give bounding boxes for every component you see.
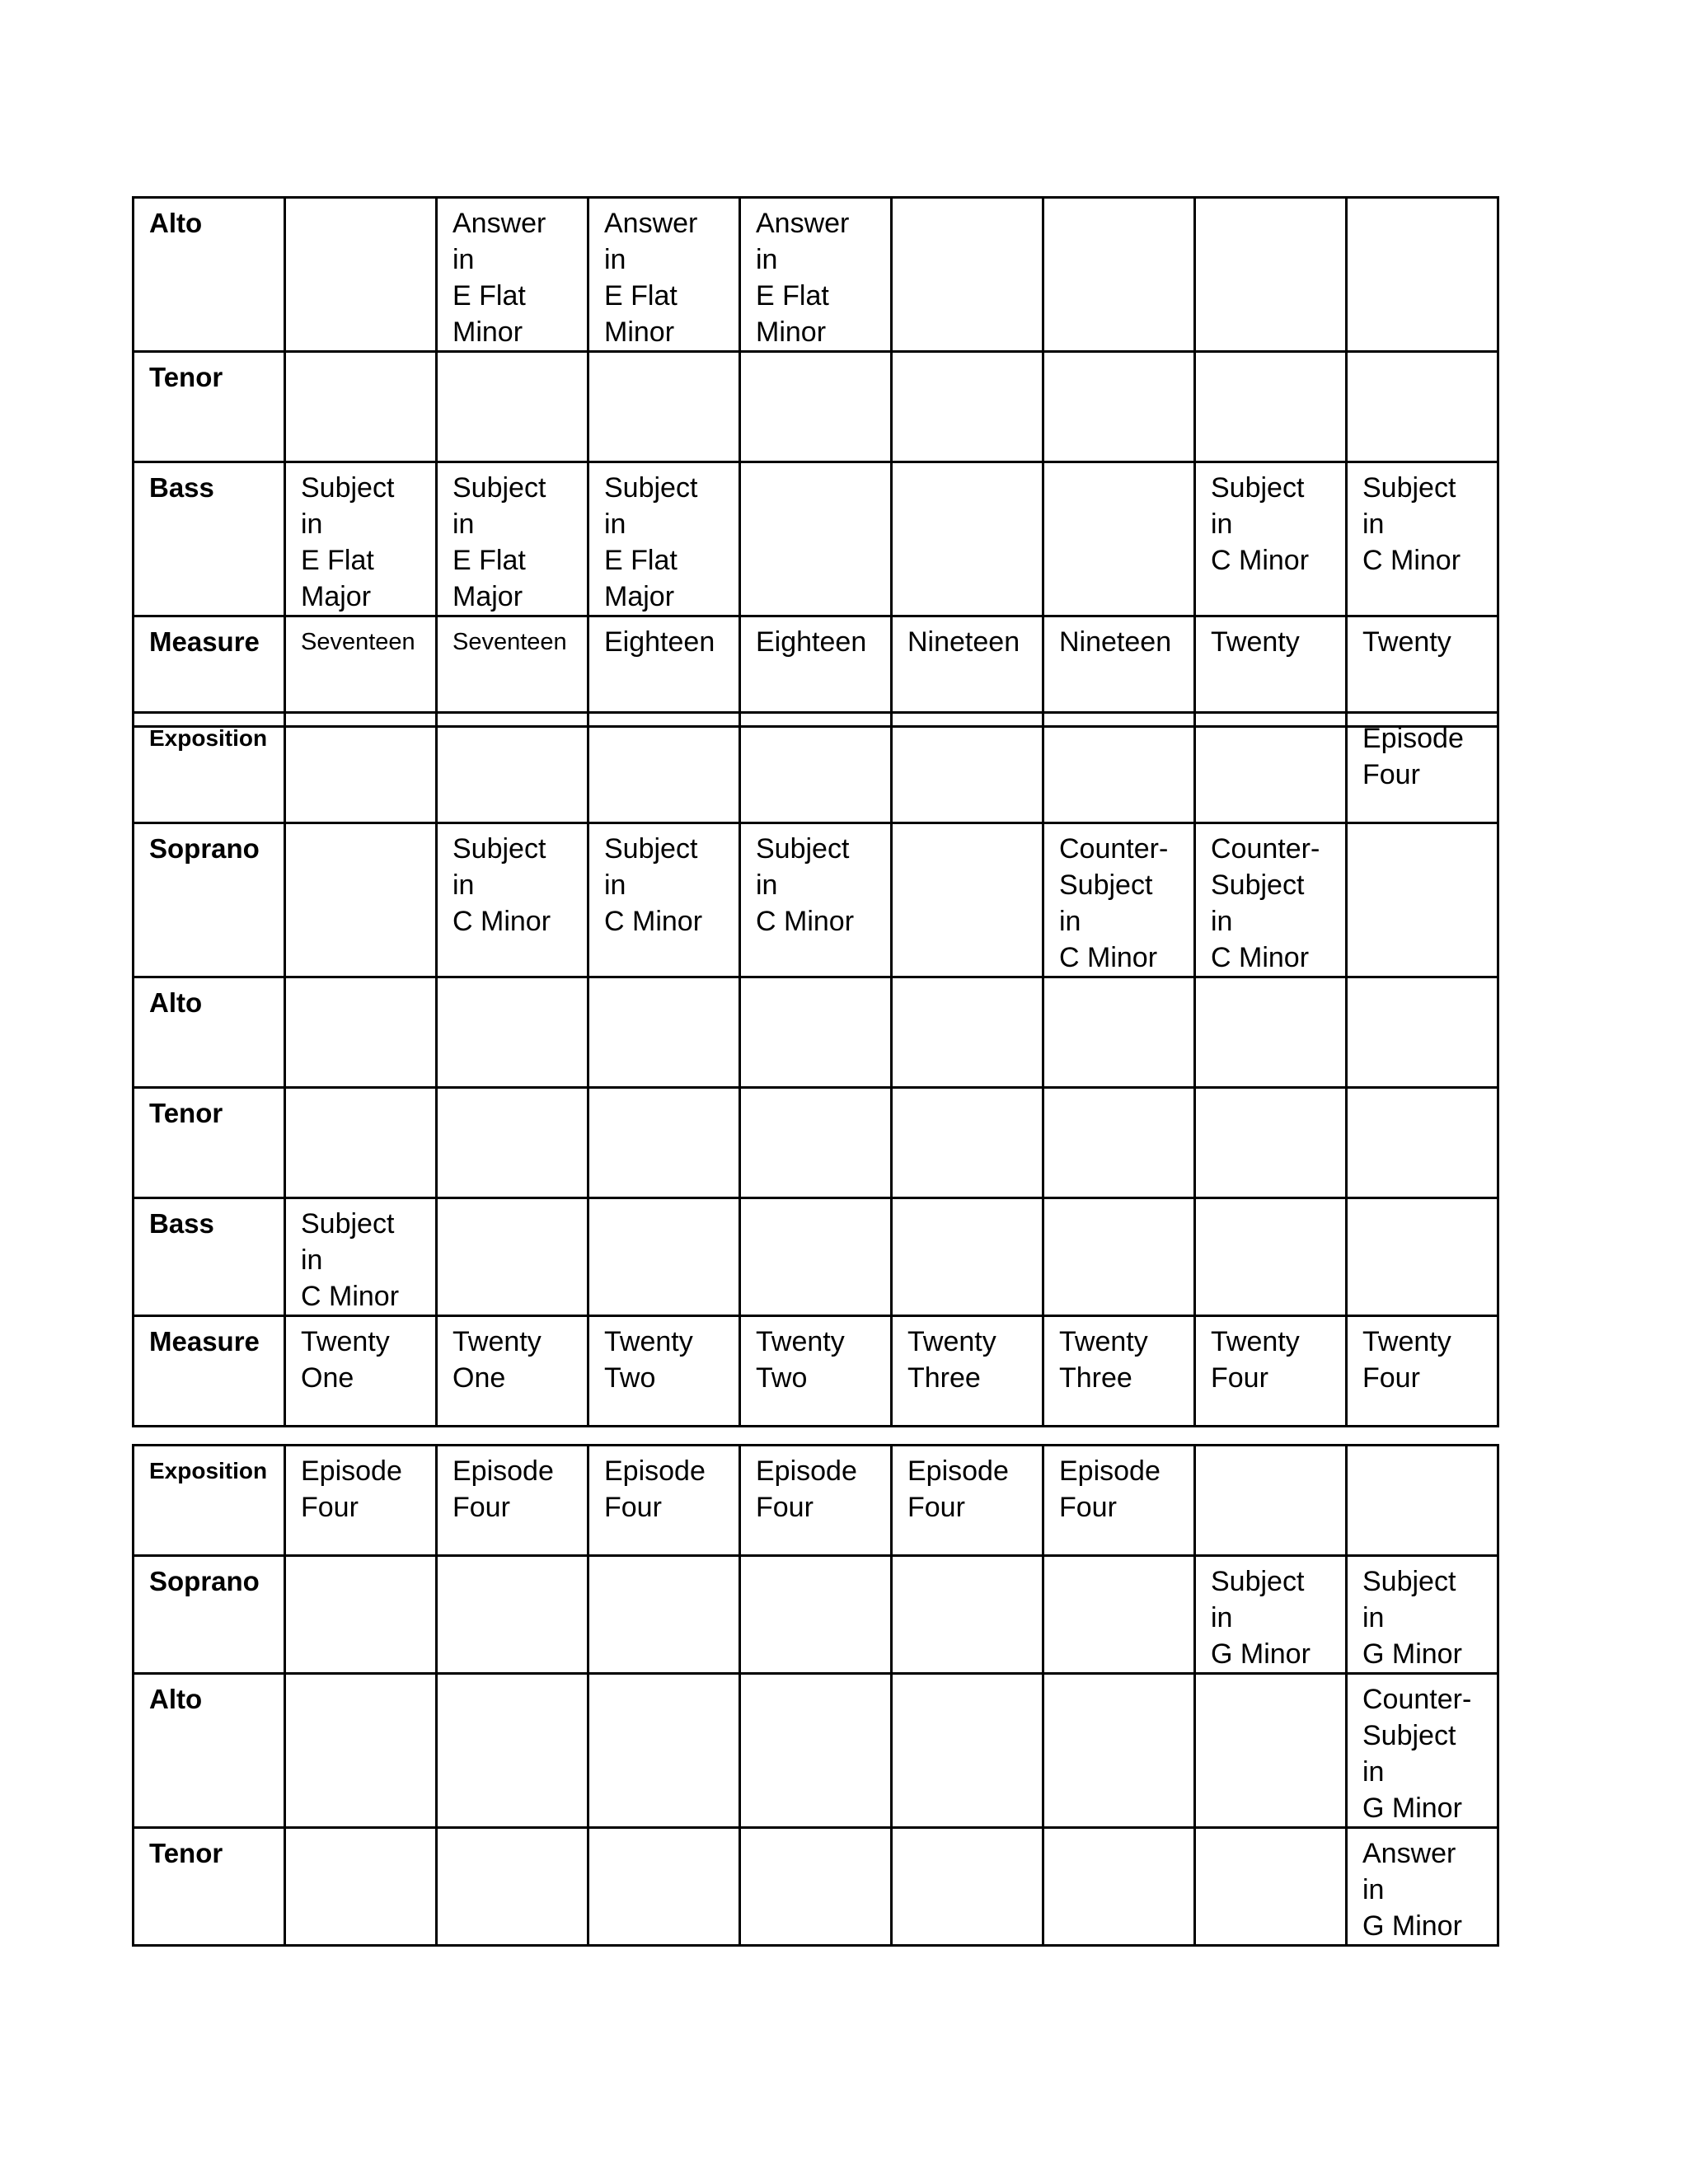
table-cell: Subject in C Minor [437, 823, 588, 977]
table-row-bass [134, 462, 1498, 616]
table-cell [740, 1088, 892, 1198]
table-cell [285, 198, 437, 352]
table-cell: Answer in G Minor [1347, 1828, 1498, 1946]
table-cell [588, 352, 740, 462]
table-cell [892, 1674, 1043, 1828]
row-header: Tenor [134, 1828, 285, 1946]
table-cell: Counter- Subject in C Minor [1195, 823, 1347, 977]
table-cell: Subject in G Minor [1347, 1556, 1498, 1674]
table-cell: Seventeen [437, 616, 588, 727]
table-cell [892, 462, 1043, 616]
table-cell [1043, 1674, 1195, 1828]
table-cell [740, 462, 892, 616]
table-row-measure [134, 616, 1498, 727]
table-row-tenor [134, 352, 1498, 462]
table-cell: Answer in E Flat Minor [740, 198, 892, 352]
table-cell [588, 1198, 740, 1316]
table-cell [588, 1828, 740, 1946]
table-cell: Twenty Two [740, 1316, 892, 1427]
table-cell: Episode Four [437, 1446, 588, 1556]
table-cell: Nineteen [1043, 616, 1195, 727]
table-cell [1347, 1088, 1498, 1198]
table-cell [285, 1674, 437, 1828]
table-cell [285, 1828, 437, 1946]
table-row-exposition [134, 713, 1498, 823]
table-cell: Subject in E Flat Major [285, 462, 437, 616]
table-cell [892, 823, 1043, 977]
table-cell: Counter- Subject in C Minor [1043, 823, 1195, 977]
table-cell: Twenty One [437, 1316, 588, 1427]
table-row-alto [134, 977, 1498, 1088]
table-cell: Subject in E Flat Major [588, 462, 740, 616]
table-cell: Twenty Two [588, 1316, 740, 1427]
table-cell [1043, 198, 1195, 352]
table-cell [437, 352, 588, 462]
row-header: Alto [134, 198, 285, 352]
table-cell: Twenty Three [1043, 1316, 1195, 1427]
table-cell: Answer in E Flat Minor [437, 198, 588, 352]
table-cell [892, 1198, 1043, 1316]
table-cell: Episode Four [740, 1446, 892, 1556]
table-cell [1043, 1556, 1195, 1674]
row-header: Bass [134, 462, 285, 616]
table-cell: Subject in E Flat Major [437, 462, 588, 616]
table-row-tenor [134, 1088, 1498, 1198]
table-cell [1347, 823, 1498, 977]
table-cell [285, 1088, 437, 1198]
table-cell: Episode Four [892, 1446, 1043, 1556]
table-cell [1195, 1446, 1347, 1556]
table-cell [1195, 1088, 1347, 1198]
table-cell [588, 1088, 740, 1198]
row-header: Tenor [134, 1088, 285, 1198]
table-cell: Subject in C Minor [588, 823, 740, 977]
table-cell: Episode Four [1043, 1446, 1195, 1556]
table-row-measure [134, 1316, 1498, 1427]
row-header: Tenor [134, 352, 285, 462]
table-cell [740, 713, 892, 823]
fugue-table-2 [132, 711, 1499, 1427]
table-cell [437, 713, 588, 823]
table-cell [1347, 352, 1498, 462]
table-cell: Episode Four [285, 1446, 437, 1556]
table-cell: Eighteen [588, 616, 740, 727]
table-cell [892, 977, 1043, 1088]
row-header: Measure [134, 1316, 285, 1427]
table-row-alto [134, 1674, 1498, 1828]
table-cell [437, 977, 588, 1088]
table-cell: Episode Four [1347, 713, 1498, 823]
table-cell: Subject in C Minor [1195, 462, 1347, 616]
table-cell [1347, 977, 1498, 1088]
row-header: Alto [134, 1674, 285, 1828]
row-header: Measure [134, 616, 285, 727]
table-cell [1195, 713, 1347, 823]
table-cell [1043, 977, 1195, 1088]
table-cell [740, 1556, 892, 1674]
table-cell [1195, 1198, 1347, 1316]
table-cell [1195, 198, 1347, 352]
table-cell [892, 352, 1043, 462]
table-cell [1043, 1088, 1195, 1198]
row-header: Exposition [134, 1446, 285, 1556]
table-cell: Subject in C Minor [285, 1198, 437, 1316]
table-cell: Twenty Three [892, 1316, 1043, 1427]
table-cell [1347, 198, 1498, 352]
fugue-table-3 [132, 1444, 1499, 1947]
table-cell [437, 1674, 588, 1828]
table-cell [437, 1198, 588, 1316]
table-cell [285, 713, 437, 823]
table-cell [1043, 352, 1195, 462]
table-cell [285, 1556, 437, 1674]
table-cell: Eighteen [740, 616, 892, 727]
table-cell: Twenty Four [1195, 1316, 1347, 1427]
table-cell [740, 1674, 892, 1828]
table-cell: Counter- Subject in G Minor [1347, 1674, 1498, 1828]
table-cell [740, 352, 892, 462]
row-header: Soprano [134, 823, 285, 977]
table-cell [1347, 1198, 1498, 1316]
table-cell: Seventeen [285, 616, 437, 727]
table-cell [1043, 462, 1195, 616]
table-cell: Nineteen [892, 616, 1043, 727]
table-row-alto [134, 198, 1498, 352]
table-cell [437, 1828, 588, 1946]
table-cell: Answer in E Flat Minor [588, 198, 740, 352]
table-row-bass [134, 1198, 1498, 1316]
table-cell [588, 1674, 740, 1828]
table-cell [588, 1556, 740, 1674]
table-cell [892, 713, 1043, 823]
table-cell [1043, 1828, 1195, 1946]
row-header: Soprano [134, 1556, 285, 1674]
table-cell [892, 1828, 1043, 1946]
table-cell: Subject in C Minor [740, 823, 892, 977]
table-cell [1347, 1446, 1498, 1556]
table-row-soprano [134, 1556, 1498, 1674]
table-cell [1195, 352, 1347, 462]
row-header: Exposition [134, 713, 285, 823]
table-cell: Episode Four [588, 1446, 740, 1556]
table-cell [1043, 1198, 1195, 1316]
row-header: Bass [134, 1198, 285, 1316]
table-cell [1043, 713, 1195, 823]
table-cell [588, 977, 740, 1088]
table-cell [588, 713, 740, 823]
table-cell: Subject in G Minor [1195, 1556, 1347, 1674]
table-cell: Twenty Four [1347, 1316, 1498, 1427]
table-cell [740, 1198, 892, 1316]
table-cell [285, 352, 437, 462]
table-cell [892, 1556, 1043, 1674]
table-cell [285, 823, 437, 977]
table-row-soprano [134, 823, 1498, 977]
table-cell [1195, 977, 1347, 1088]
table-cell [1195, 1828, 1347, 1946]
row-header: Alto [134, 977, 285, 1088]
table-cell [740, 1828, 892, 1946]
table-cell [285, 977, 437, 1088]
table-cell: Twenty [1347, 616, 1498, 727]
table-cell [740, 977, 892, 1088]
table-cell: Twenty [1195, 616, 1347, 727]
fugue-table-1 [132, 196, 1499, 728]
table-row-tenor [134, 1828, 1498, 1946]
table-cell [437, 1088, 588, 1198]
table-cell [892, 198, 1043, 352]
table-cell [437, 1556, 588, 1674]
table-row-exposition [134, 1446, 1498, 1556]
table-cell [1195, 1674, 1347, 1828]
table-cell [892, 1088, 1043, 1198]
table-cell: Twenty One [285, 1316, 437, 1427]
table-cell: Subject in C Minor [1347, 462, 1498, 616]
